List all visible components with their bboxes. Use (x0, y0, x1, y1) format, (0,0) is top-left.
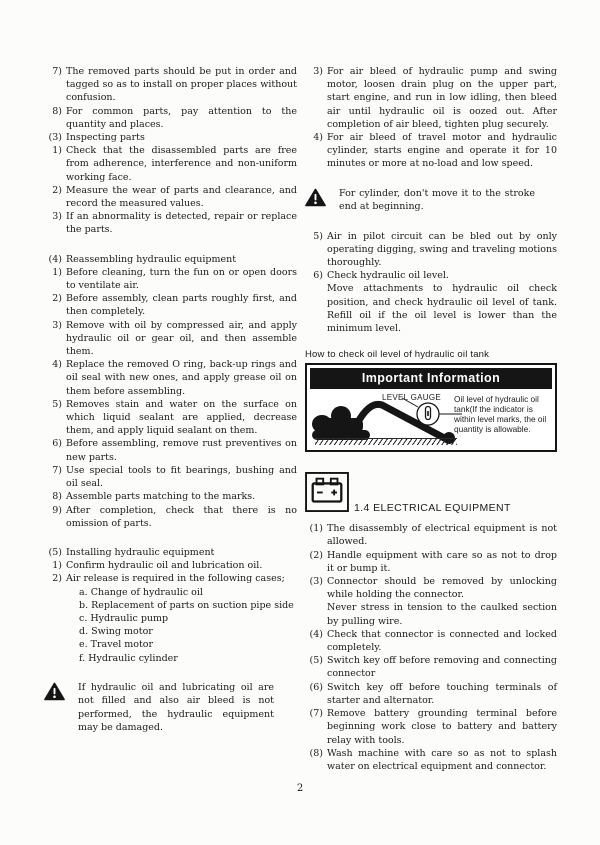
item-text: Before cleaning, turn the fun on or open doors to ventilate air. (66, 266, 297, 292)
spacer (44, 665, 297, 681)
item-text: Handle equipment with care so as not to drop it or bump it. (327, 549, 557, 574)
list-item (44, 490, 297, 503)
item-number: 1) (52, 560, 62, 572)
item-text: Before assembling, remove rust preventives on new parts. (66, 438, 297, 463)
warning-note (44, 681, 274, 735)
list-item (44, 398, 297, 438)
item-text: Assemble parts matching to the marks. (66, 491, 256, 503)
item-number: 1) (52, 145, 62, 157)
warning-triangle-icon (305, 187, 327, 214)
item-text (327, 269, 557, 335)
list-item (305, 628, 557, 654)
item-number: 7) (52, 464, 62, 476)
info-box-title: Important Information (310, 368, 552, 389)
item-number: 8) (52, 491, 62, 503)
list-item (305, 654, 557, 680)
item-number: 3) (313, 66, 323, 77)
list-item (44, 65, 297, 105)
spacer (44, 237, 297, 253)
list-item (44, 184, 297, 210)
section-heading: 1.4 ELECTRICAL EQUIPMENT (354, 502, 511, 515)
item-text-line: Connector should be removed by unlocking while holding the connector. (327, 576, 557, 601)
list-item (305, 269, 557, 335)
warning-text: For cylinder, don't move it to the stroke end at beginning. (339, 187, 535, 213)
item-text-continuation: Move attachments to hydraulic oil check position, and check hydraulic oil level of tank. Refill oil if the oil level is lower than the minimum level. (327, 283, 557, 335)
list-item (44, 292, 297, 318)
list-item (305, 549, 557, 575)
item-text: Check that the disassembled parts are free from adherence, interference and non-uniform working face. (66, 145, 297, 183)
item-number: 6) (52, 438, 62, 450)
list-item (44, 131, 297, 144)
battery-icon (305, 472, 349, 516)
list-item (305, 707, 557, 747)
item-number: 5) (313, 230, 323, 242)
item-number: (6) (309, 681, 323, 693)
item-number: 1) (52, 266, 62, 278)
item-text: Before assembly, clean parts roughly first, and then completely. (66, 293, 297, 318)
item-number: (4) (48, 253, 62, 265)
info-box-caption: How to check oil level of hydraulic oil tank (305, 349, 490, 361)
info-box-figure (310, 391, 552, 447)
list-item (44, 559, 297, 572)
item-number: (2) (309, 549, 323, 561)
item-text: The disassembly of electrical equipment is not allowed. (327, 523, 557, 548)
item-text: Inspecting parts (66, 132, 145, 144)
item-number: 6) (313, 270, 323, 282)
info-box-note: Oil level of hydraulic oil tank(If the indicator is within level marks, the oil quantity is allowable. (454, 394, 547, 434)
item-number: 2) (52, 573, 62, 585)
item-text: Use special tools to fit bearings, bushing and oil seal. (66, 464, 297, 490)
item-number: 3) (52, 319, 62, 331)
item-text (327, 575, 557, 628)
list-item (44, 253, 297, 266)
list-item (44, 464, 297, 490)
sublist-item: c. Hydraulic pump (79, 612, 169, 624)
item-text: Measure the wear of parts and clearance, and record the measured values. (66, 184, 297, 210)
sublist-item: d. Swing motor (79, 626, 153, 638)
item-text: Check that connector is connected and locked completely. (327, 628, 557, 654)
item-text: Remove battery grounding terminal before beginning work close to battery and battery relay with tools. (327, 708, 557, 746)
right-column (305, 65, 557, 773)
list-item (44, 437, 297, 463)
item-text: Reassembling hydraulic equipment (66, 253, 237, 265)
level-gauge-label: LEVEL GAUGE (382, 393, 442, 403)
item-number: (5) (48, 546, 62, 558)
list-item (44, 358, 297, 398)
item-text-line: Check hydraulic oil level. (327, 270, 449, 282)
item-text: Confirm hydraulic oil and lubrication oil. (66, 560, 263, 572)
item-text: Air release is required in the following cases; (66, 573, 285, 585)
warning-text: If hydraulic oil and lubricating oil are not filled and also air bleed is not performed, the hydraulic equipment may be damaged. (78, 681, 274, 734)
item-number: (7) (309, 708, 323, 720)
item-number: 8) (52, 105, 62, 117)
item-number: 9) (52, 504, 62, 516)
item-text: After completion, check that there is no omission of parts. (66, 504, 297, 529)
list-item (44, 266, 297, 292)
page-number: 2 (296, 783, 304, 794)
item-number: (4) (309, 628, 323, 640)
item-text: The removed parts should be put in order and tagged so as to install on proper places without confusion. (66, 66, 297, 104)
item-text: If an abnormality is detected, repair or replace the parts. (66, 211, 297, 236)
item-text: Air in pilot circuit can be bled out by only operating digging, swing and traveling motions thoroughly. (327, 230, 557, 269)
list-item (44, 144, 297, 184)
item-number: (1) (309, 523, 323, 535)
item-text: Installing hydraulic equipment (66, 546, 215, 558)
item-text: Switch key off before removing and connecting connector (327, 655, 557, 680)
item-text: Wash machine with care so as not to splash water on electrical equipment and connector. (327, 747, 557, 772)
item-number: (5) (309, 655, 323, 667)
item-text: For air bleed of travel motor and hydraulic cylinder, starts engine and operate it for 10 minutes or more at no-load and low speed. (327, 132, 557, 170)
list-item (44, 319, 297, 359)
left-column (44, 65, 297, 735)
list-item (44, 572, 297, 585)
important-information-box (305, 363, 557, 452)
item-text: Replace the removed O ring, back-up rings and oil seal with new ones, and apply grease oil on them before assembling. (66, 359, 297, 397)
spacer (305, 171, 557, 187)
sublist-item: e. Travel motor (79, 639, 154, 651)
item-text-continuation: Never stress in tension to the caulked section by pulling wire. (327, 602, 557, 627)
electrical-section-header (305, 472, 557, 516)
item-number: 2) (52, 184, 62, 196)
item-number: 2) (52, 293, 62, 305)
list-item (44, 105, 297, 131)
sublist-item: f. Hydraulic cylinder (79, 652, 178, 664)
item-text: For air bleed of hydraulic pump and swing motor, loosen drain plug on the upper part, start engine, and run in low idling, then bleed air until hydraulic oil is oozed out. After completion of air bleed, tighten plug securely. (327, 66, 557, 130)
item-number: (3) (48, 132, 62, 144)
spacer (44, 530, 297, 546)
list-item (305, 575, 557, 628)
ground-hatch (315, 438, 457, 445)
list-item (305, 681, 557, 707)
list-item (305, 65, 557, 131)
item-text: Remove with oil by compressed air, and apply hydraulic oil or gear oil, and then assemble them. (66, 319, 297, 358)
item-text: Switch key off before touching terminals of starter and alternator. (327, 681, 557, 706)
item-number: 5) (52, 398, 62, 410)
list-item (305, 522, 557, 548)
item-number: 3) (52, 211, 62, 223)
spacer (305, 214, 557, 230)
sublist-item: b. Replacement of parts on suction pipe side (79, 599, 294, 611)
list-item (44, 504, 297, 530)
item-number: 4) (313, 132, 323, 144)
list-item (305, 131, 557, 171)
warning-triangle-icon (44, 681, 66, 735)
list-item (305, 230, 557, 270)
sublist-item: a. Change of hydraulic oil (79, 586, 203, 598)
item-text: For common parts, pay attention to the quantity and places. (66, 105, 297, 130)
item-text: Removes stain and water on the surface on which liquid sealant are applied, decrease them, and apply liquid sealant on them. (66, 398, 297, 437)
warning-note (305, 187, 535, 214)
item-number: (8) (309, 747, 323, 759)
item-number: 7) (52, 66, 62, 77)
list-item (44, 210, 297, 236)
list-item (44, 546, 297, 559)
item-number: 4) (52, 359, 62, 371)
list-item (305, 747, 557, 773)
item-number: (3) (309, 576, 323, 588)
